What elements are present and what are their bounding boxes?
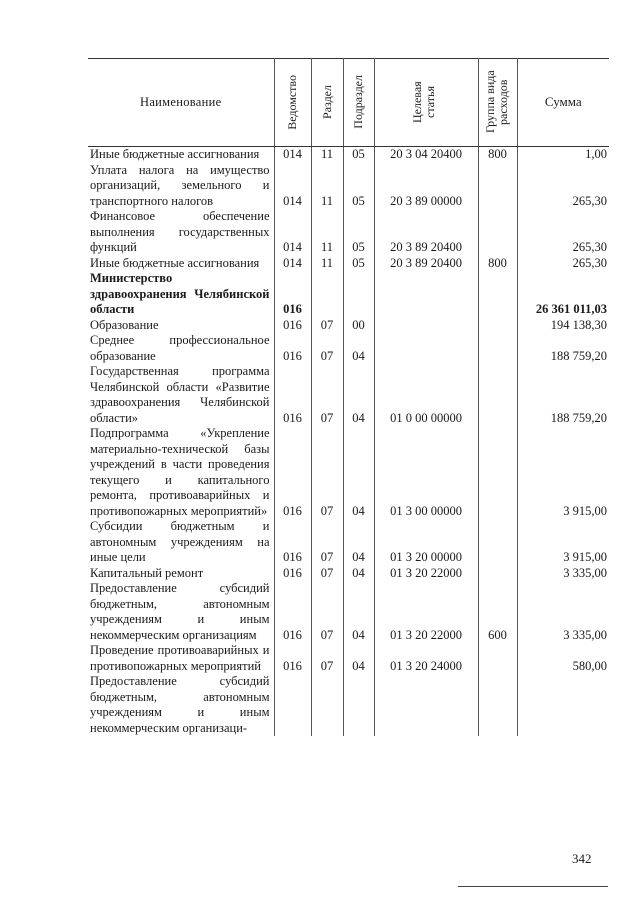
cell-celevaya <box>374 674 478 736</box>
cell-summa: 3 915,00 <box>517 519 609 566</box>
cell-summa: 265,30 <box>517 209 609 256</box>
cell-ved: 014 <box>274 256 311 272</box>
cell-celevaya: 01 3 00 00000 <box>374 426 478 519</box>
table-row <box>88 426 609 519</box>
cell-celevaya <box>374 318 478 334</box>
cell-celevaya: 20 3 89 20400 <box>374 209 478 256</box>
cell-summa: 26 361 011,03 <box>517 271 609 318</box>
header-gruppa-cell <box>478 58 517 147</box>
header-podrazdel-cell <box>343 58 374 147</box>
table-row <box>88 643 609 674</box>
cell-razdel: 07 <box>311 566 343 582</box>
cell-podrazdel: 04 <box>343 333 374 364</box>
cell-gruppa <box>478 643 517 674</box>
cell-ved: 016 <box>274 581 311 643</box>
footer-rule <box>458 886 608 887</box>
cell-celevaya: 01 3 20 22000 <box>374 581 478 643</box>
cell-summa: 194 138,30 <box>517 318 609 334</box>
cell-ved: 016 <box>274 271 311 318</box>
cell-podrazdel: 04 <box>343 581 374 643</box>
cell-razdel <box>311 674 343 736</box>
cell-celevaya <box>374 271 478 318</box>
cell-razdel: 07 <box>311 333 343 364</box>
table-row <box>88 333 609 364</box>
cell-razdel: 11 <box>311 256 343 272</box>
cell-podrazdel: 05 <box>343 256 374 272</box>
cell-podrazdel: 04 <box>343 643 374 674</box>
cell-razdel: 07 <box>311 581 343 643</box>
cell-razdel: 11 <box>311 147 343 163</box>
cell-ved: 016 <box>274 333 311 364</box>
table-row <box>88 581 609 643</box>
cell-gruppa <box>478 566 517 582</box>
budget-table <box>88 58 609 736</box>
cell-gruppa <box>478 271 517 318</box>
header-ved: Ведомство <box>285 74 299 130</box>
cell-summa: 265,30 <box>517 163 609 210</box>
cell-razdel: 07 <box>311 318 343 334</box>
cell-podrazdel: 04 <box>343 426 374 519</box>
cell-gruppa: 800 <box>478 256 517 272</box>
cell-name: Государственная программа Челябинской области «Развитие здравоохранения Челябинской области» <box>90 364 270 425</box>
cell-summa: 580,00 <box>517 643 609 674</box>
cell-name: Образование <box>90 317 159 332</box>
cell-celevaya: 20 3 89 20400 <box>374 256 478 272</box>
cell-podrazdel <box>343 271 374 318</box>
header-ved-cell <box>274 58 311 147</box>
cell-razdel: 11 <box>311 163 343 210</box>
cell-gruppa <box>478 426 517 519</box>
table-body <box>88 147 609 737</box>
cell-celevaya: 01 3 20 22000 <box>374 566 478 582</box>
cell-name: Иные бюджетные ассигнования <box>90 255 260 270</box>
table-row <box>88 364 609 426</box>
header-gruppa: Группа вида расходов <box>482 70 510 134</box>
cell-ved: 014 <box>274 147 311 163</box>
cell-celevaya: 01 3 20 00000 <box>374 519 478 566</box>
cell-celevaya: 20 3 89 00000 <box>374 163 478 210</box>
cell-name: Иные бюджетные ассигнования <box>90 147 260 161</box>
cell-summa: 3 335,00 <box>517 581 609 643</box>
cell-razdel: 07 <box>311 519 343 566</box>
table-row <box>88 163 609 210</box>
cell-podrazdel: 05 <box>343 209 374 256</box>
cell-gruppa <box>478 333 517 364</box>
header-podrazdel: Подраздел <box>351 75 365 129</box>
cell-summa <box>517 674 609 736</box>
table-row <box>88 566 609 582</box>
table-row <box>88 209 609 256</box>
table-row <box>88 674 609 736</box>
cell-razdel: 07 <box>311 426 343 519</box>
cell-name: Среднее профессиональное образование <box>90 333 270 363</box>
cell-gruppa: 800 <box>478 147 517 163</box>
cell-ved: 016 <box>274 566 311 582</box>
cell-summa: 188 759,20 <box>517 364 609 426</box>
cell-razdel <box>311 271 343 318</box>
cell-ved: 016 <box>274 426 311 519</box>
cell-summa: 3 915,00 <box>517 426 609 519</box>
cell-name: Уплата налога на имущество организаций, земельного и транспортного налогов <box>90 162 270 208</box>
header-summa: Сумма <box>517 58 609 147</box>
cell-name: Капитальный ремонт <box>90 565 204 580</box>
cell-razdel: 11 <box>311 209 343 256</box>
cell-celevaya <box>374 333 478 364</box>
cell-name: Проведение противоаварийных и противопожарных мероприятий <box>90 643 270 673</box>
cell-razdel: 07 <box>311 643 343 674</box>
cell-podrazdel <box>343 674 374 736</box>
cell-podrazdel: 05 <box>343 147 374 163</box>
header-name: Наименование <box>88 58 274 147</box>
cell-name: Субсидии бюджетным и автономным учреждениям на иные цели <box>90 519 270 564</box>
cell-summa: 3 335,00 <box>517 566 609 582</box>
cell-ved: 014 <box>274 209 311 256</box>
cell-podrazdel: 00 <box>343 318 374 334</box>
cell-name: Финансовое обеспечение выполнения государственных функций <box>90 209 270 254</box>
cell-ved: 016 <box>274 519 311 566</box>
cell-name: Подпрограмма «Укрепление материально-технической базы учреждений в части проведения текущего и капитального ремонта, противоаварийных и противопожарных мероприятий» <box>90 426 270 518</box>
cell-razdel: 07 <box>311 364 343 426</box>
cell-podrazdel: 04 <box>343 566 374 582</box>
table-row <box>88 318 609 334</box>
table-row <box>88 256 609 272</box>
cell-ved: 016 <box>274 643 311 674</box>
cell-summa: 265,30 <box>517 256 609 272</box>
cell-gruppa <box>478 519 517 566</box>
cell-celevaya: 20 3 04 20400 <box>374 147 478 163</box>
cell-ved: 016 <box>274 318 311 334</box>
cell-gruppa <box>478 318 517 334</box>
header-celevaya: Целевая статья <box>410 81 437 123</box>
header-celevaya-cell <box>374 58 478 147</box>
table-row <box>88 147 609 163</box>
cell-podrazdel: 05 <box>343 163 374 210</box>
cell-gruppa: 600 <box>478 581 517 643</box>
cell-summa: 1,00 <box>517 147 609 163</box>
cell-podrazdel: 04 <box>343 519 374 566</box>
cell-celevaya: 01 0 00 00000 <box>374 364 478 426</box>
cell-ved: 014 <box>274 163 311 210</box>
cell-gruppa <box>478 364 517 426</box>
cell-celevaya: 01 3 20 24000 <box>374 643 478 674</box>
cell-ved <box>274 674 311 736</box>
cell-name: Предоставление субсидий бюджетным, автономным учреждениям и иным некоммерческим организациям <box>90 581 270 642</box>
cell-name: Предоставление субсидий бюджетным, автономным учреждениям и иным некоммерческим организаци- <box>90 674 270 735</box>
page-number: 342 <box>572 851 592 866</box>
cell-gruppa <box>478 674 517 736</box>
header-razdel-cell <box>311 58 343 147</box>
cell-name: Министерство здравоохранения Челябинской области <box>90 271 270 316</box>
table-row <box>88 519 609 566</box>
cell-summa: 188 759,20 <box>517 333 609 364</box>
cell-gruppa <box>478 209 517 256</box>
table-header-row <box>88 58 609 147</box>
cell-ved: 016 <box>274 364 311 426</box>
table-row <box>88 271 609 318</box>
cell-podrazdel: 04 <box>343 364 374 426</box>
cell-gruppa <box>478 163 517 210</box>
header-razdel: Раздел <box>319 85 334 119</box>
